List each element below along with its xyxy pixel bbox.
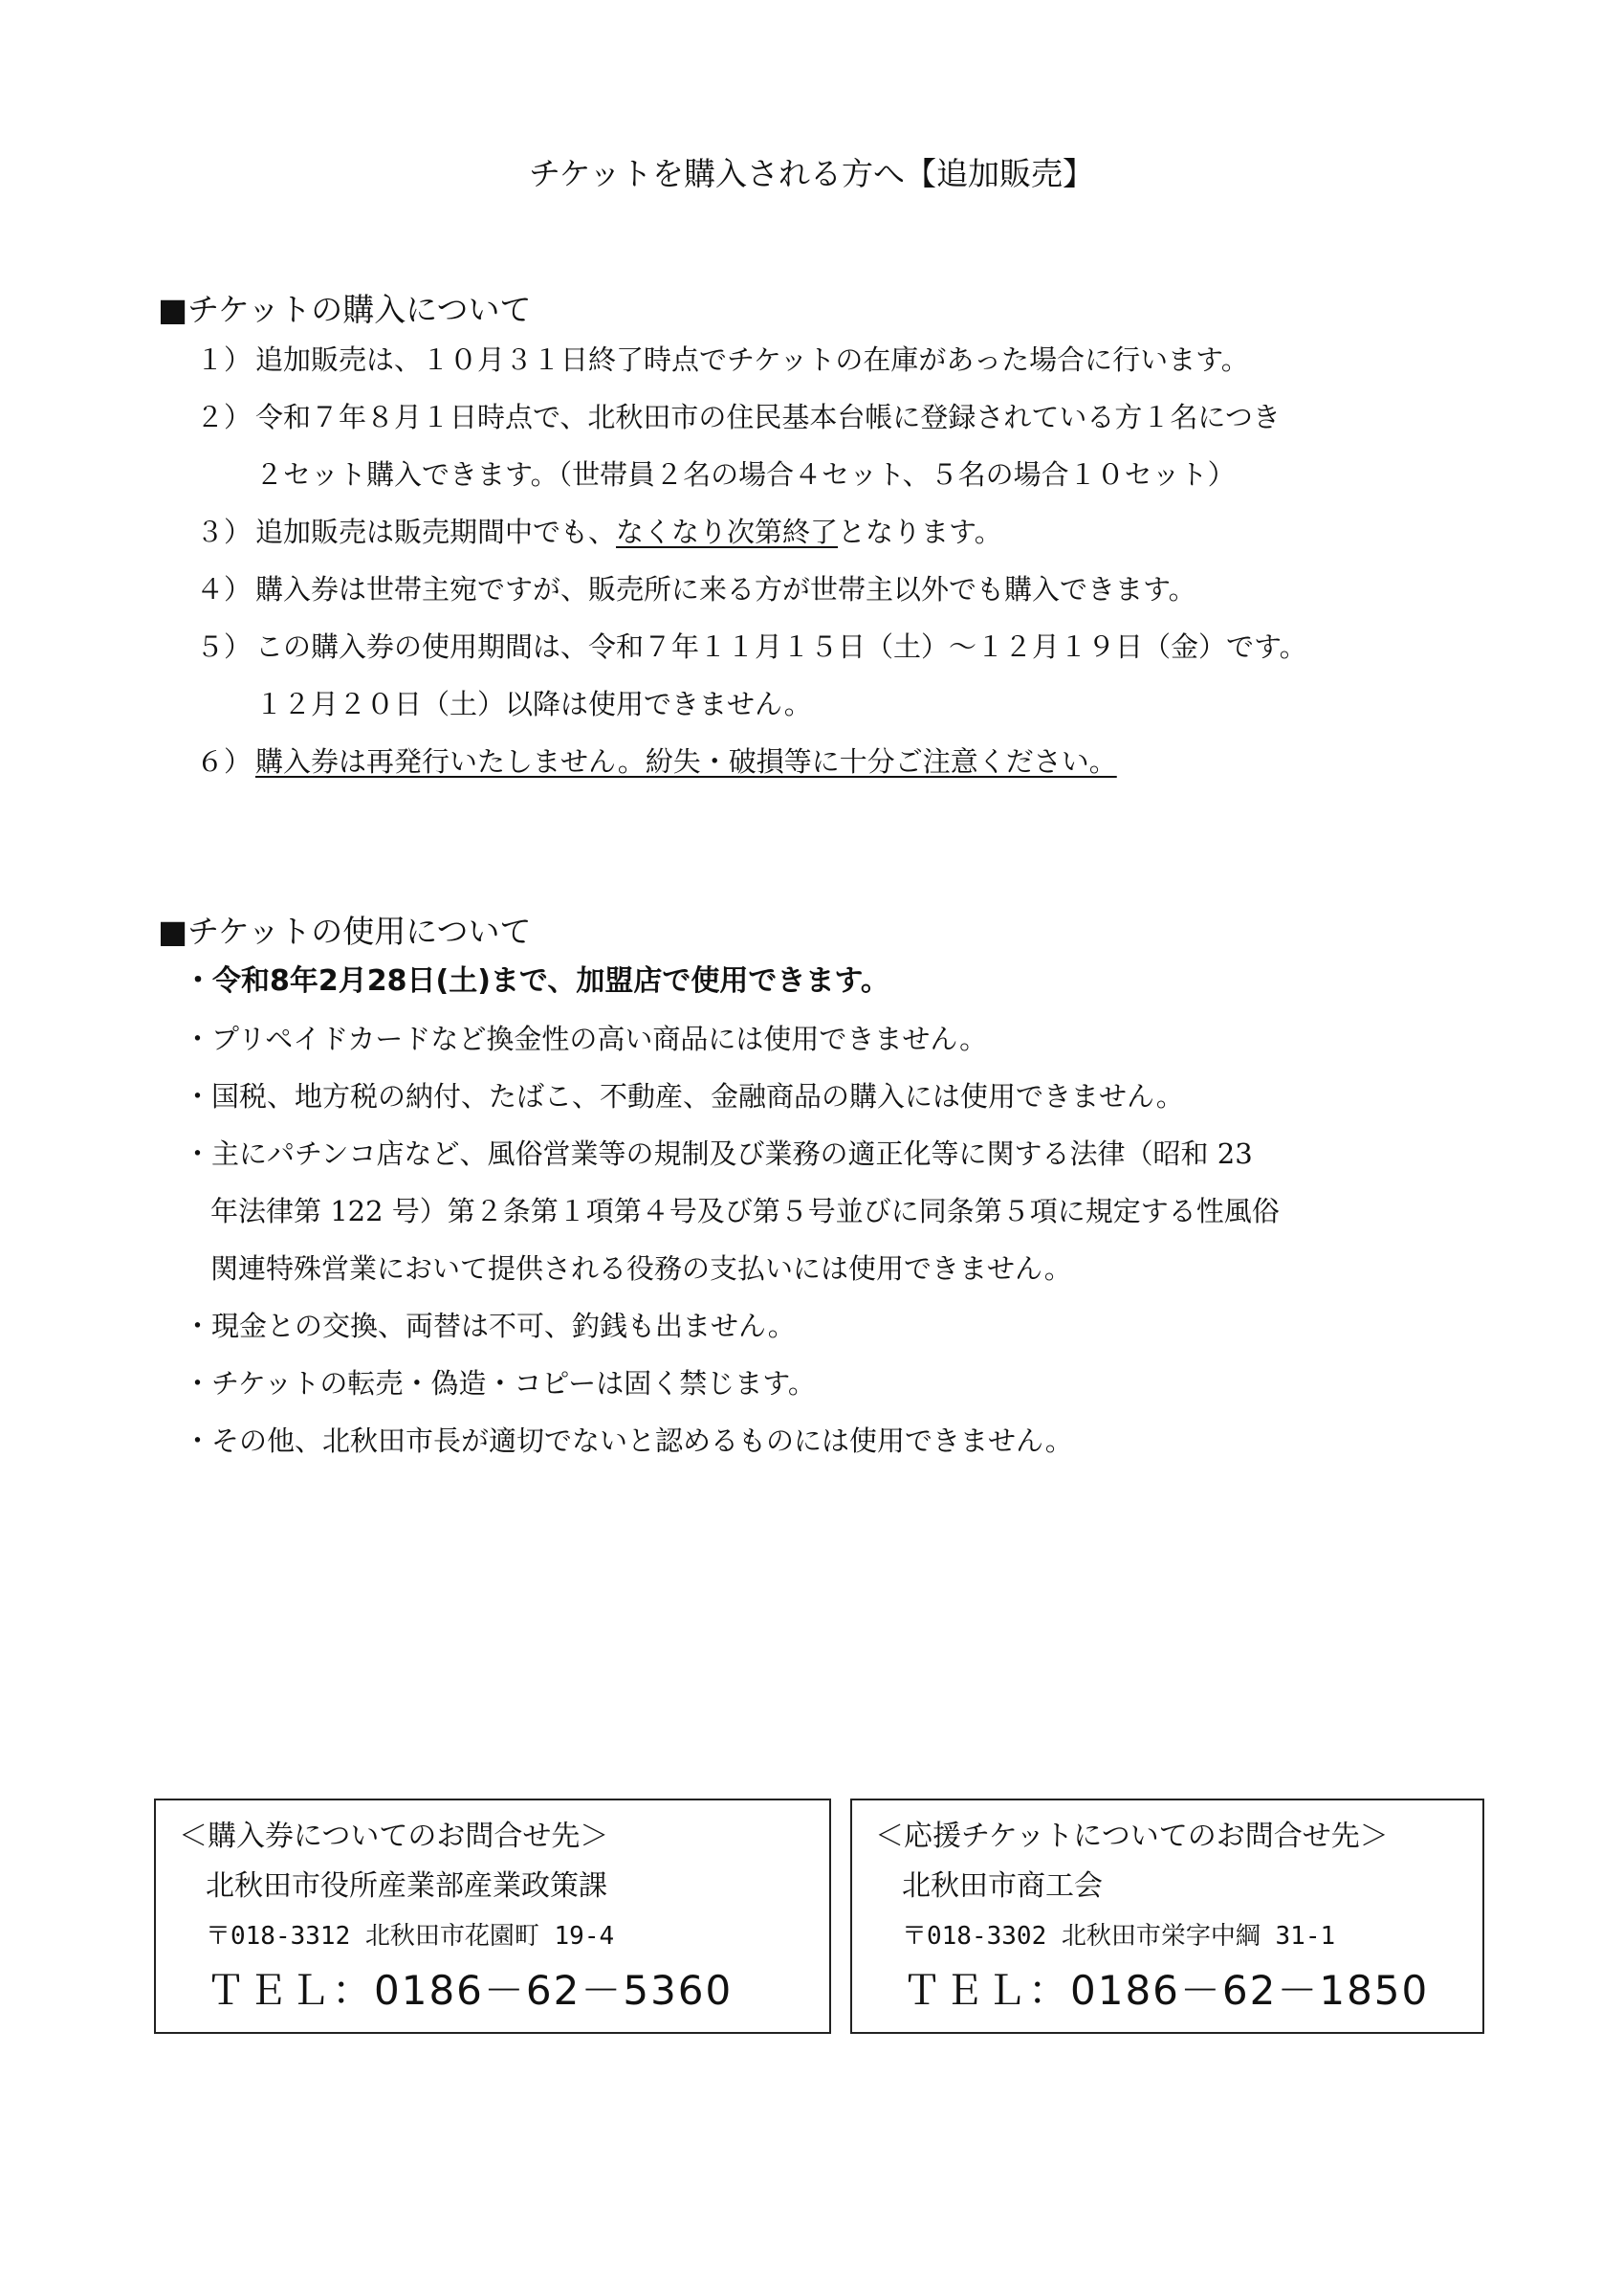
usage-item-2: ・国税、地方税の納付、たばこ、不動産、金融商品の購入には使用できません。 (184, 1080, 1184, 1113)
item-text-post: となります。 (838, 516, 1002, 548)
item-number: ３） (196, 516, 252, 548)
contact-box-ticket (850, 1799, 1484, 2034)
usage-item-6: ・その他、北秋田市長が適切でないと認めるものには使用できません。 (184, 1424, 1073, 1457)
item-text-pre: 追加販売は販売期間中でも、 (255, 516, 617, 548)
contact-phone (206, 1965, 733, 2017)
contact-department: 北秋田市商工会 (902, 1869, 1103, 1903)
item-text: 追加販売は、１０月３１日終了時点でチケットの在庫があった場合に行います。 (255, 343, 1249, 376)
purchase-item-2-continued: ２セット購入できます。（世帯員２名の場合４セット、５名の場合１０セット） (255, 458, 1236, 491)
purchase-section-heading: ■チケットの購入について (158, 291, 532, 328)
contact-phone (902, 1965, 1429, 2017)
contact-address: 〒018-3312 北秋田市花園町 19-4 (206, 1922, 615, 1951)
phone-number: 0186－62－5360 (374, 1967, 734, 2014)
contact-box-voucher (154, 1799, 831, 2034)
item-text: 購入券は世帯主宛ですが、販売所に来る方が世帯主以外でも購入できます。 (255, 573, 1196, 606)
phone-number: 0186－62－1850 (1070, 1967, 1430, 2014)
contact-department: 北秋田市役所産業部産業政策課 (206, 1869, 607, 1903)
item-number: ２） (196, 401, 252, 433)
purchase-item-6 (196, 742, 1117, 781)
phone-label: ＴＥＬ： (206, 1967, 375, 2014)
purchase-item-1 (196, 341, 1249, 379)
item-text-underlined: 購入券は再発行いたしません。紛失・破損等に十分ご注意ください。 (255, 745, 1117, 778)
item-text: この購入券の使用期間は、令和７年１１月１５日（土）～１２月１９日（金）です。 (255, 630, 1307, 663)
usage-item-3: ・主にパチンコ店など、風俗営業等の規制及び業務の適正化等に関する法律（昭和 23 (184, 1137, 1253, 1170)
usage-item-1: ・プリペイドカードなど換金性の高い商品には使用できません。 (184, 1023, 988, 1055)
usage-item-3-continued-b: 関連特殊営業において提供される役務の支払いには使用できません。 (210, 1252, 1072, 1285)
contact-box-title: ＜応援チケットについてのお問合せ先＞ (875, 1820, 1389, 1853)
usage-item-3-continued-a: 年法律第 122 号）第２条第１項第４号及び第５号並びに同条第５項に規定する性風俗 (210, 1195, 1280, 1227)
purchase-item-4 (196, 570, 1196, 608)
page-title: チケットを購入される方へ【追加販売】 (528, 155, 1095, 192)
purchase-item-5 (196, 628, 1307, 666)
usage-bold-item: ・令和8年2月28日(土)まで、加盟店で使用できます。 (184, 964, 889, 998)
purchase-item-2 (196, 398, 1281, 436)
purchase-item-3 (196, 513, 1002, 551)
phone-label: ＴＥＬ： (902, 1967, 1071, 2014)
item-text-underlined: なくなり次第終了 (616, 516, 839, 548)
contact-box-title: ＜購入券についてのお問合せ先＞ (179, 1820, 609, 1853)
contact-address: 〒018-3302 北秋田市栄字中綱 31-1 (902, 1922, 1336, 1951)
purchase-item-5-continued: １２月２０日（土）以降は使用できません。 (255, 688, 812, 720)
item-text: 令和７年８月１日時点で、北秋田市の住民基本台帳に登録されている方１名につき (255, 401, 1281, 433)
item-number: ４） (196, 573, 252, 606)
item-number: ６） (196, 745, 252, 778)
item-number: １） (196, 343, 252, 376)
usage-section-heading: ■チケットの使用について (158, 913, 532, 950)
usage-item-4: ・現金との交換、両替は不可、釣銭も出ません。 (184, 1310, 796, 1342)
usage-item-5: ・チケットの転売・偽造・コピーは固く禁じます。 (184, 1367, 816, 1400)
item-number: ５） (196, 630, 252, 663)
